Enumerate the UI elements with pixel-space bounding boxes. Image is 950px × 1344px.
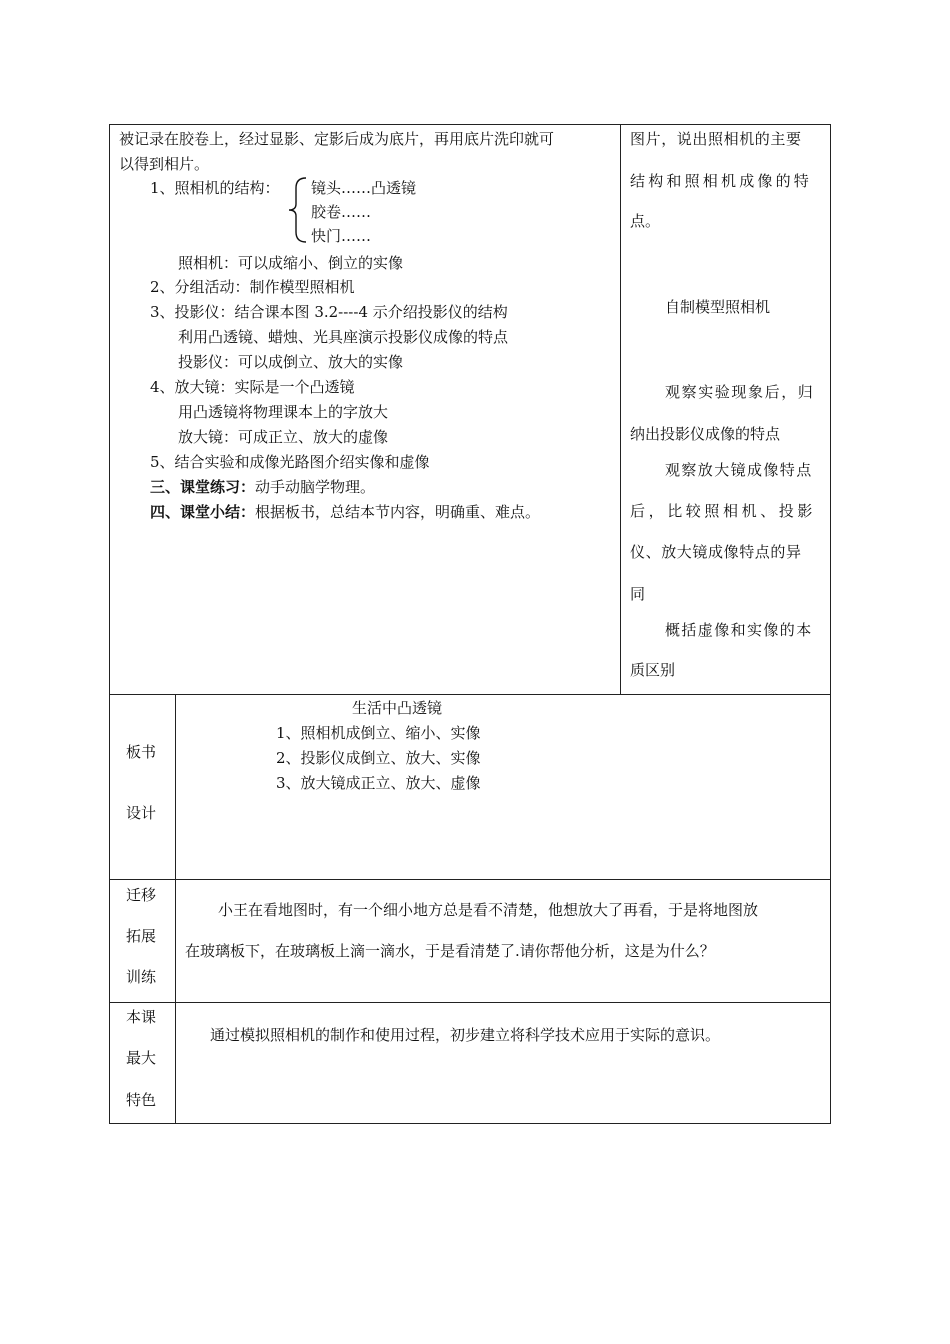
board-item-1: 1、照相机成倒立、缩小、实像: [276, 724, 481, 742]
item-4-sub-1: 用凸透镜将物理课本上的字放大: [178, 403, 389, 421]
feature-label-1: 本课: [126, 1008, 157, 1026]
transfer-line-1: 小王在看地图时，有一个细小地方总是看不清楚，他想放大了再看，于是将地图放: [218, 901, 759, 919]
camera-part-lens: 镜头……凸透镜: [311, 179, 417, 197]
summary-text: 根据板书，总结本节内容，明确重、难点。: [255, 503, 541, 521]
camera-part-film: 胶卷……: [311, 203, 372, 221]
item-3: 3、投影仪：结合课本图 3.2----4 示介绍投影仪的结构: [150, 303, 508, 321]
transfer-label-2: 拓展: [126, 927, 157, 945]
table-rule-1: [109, 694, 831, 695]
transfer-line-2: 在玻璃板下，在玻璃板上滴一滴水，于是看清楚了.请你帮他分析，这是为什么？: [185, 942, 715, 960]
top-column-divider: [620, 124, 621, 695]
brace-icon: [286, 176, 308, 244]
item-4-sub-2: 放大镜：可成正立、放大的虚像: [178, 428, 389, 446]
intro-line-2: 以得到相片。: [119, 155, 210, 173]
board-label-2: 设计: [126, 804, 157, 822]
item-4: 4、放大镜：实际是一个凸透镜: [150, 378, 355, 396]
table-border-right: [830, 124, 831, 1124]
table-rule-3: [109, 1002, 831, 1003]
transfer-label-3: 训练: [126, 968, 157, 986]
item-2: 2、分组活动：制作模型照相机: [150, 278, 355, 296]
feature-text: 通过模拟照相机的制作和使用过程，初步建立将科学技术应用于实际的意识。: [210, 1026, 721, 1044]
camera-part-shutter: 快门……: [311, 227, 372, 245]
right-line-10: 同: [630, 585, 646, 603]
table-border-bottom: [109, 1123, 831, 1124]
board-label-1: 板书: [126, 743, 157, 761]
item-3-sub-1: 利用凸透镜、蜡烛、光具座演示投影仪成像的特点: [178, 328, 509, 346]
practice-text: 动手动脑学物理。: [255, 478, 376, 496]
right-line-1: 图片，说出照相机的主要: [630, 130, 802, 148]
right-line-8: 后，比较照相机、投影: [630, 502, 817, 520]
label-column-divider: [175, 694, 176, 1124]
item-3-sub-2: 投影仪：可以成倒立、放大的实像: [178, 353, 404, 371]
camera-summary: 照相机：可以成缩小、倒立的实像: [178, 254, 404, 272]
summary-label: 四、课堂小结：: [150, 503, 256, 521]
right-line-7: 观察放大镜成像特点: [665, 461, 813, 479]
table-border-left: [109, 124, 110, 1124]
right-line-2: 结构和照相机成像的特: [630, 172, 813, 190]
right-line-12: 质区别: [630, 661, 676, 679]
board-item-2: 2、投影仪成倒立、放大、实像: [276, 749, 481, 767]
right-line-5: 观察实验现象后，归: [665, 383, 815, 401]
right-line-11: 概括虚像和实像的本: [665, 621, 813, 639]
feature-label-3: 特色: [126, 1091, 157, 1109]
practice-line: [150, 477, 375, 497]
board-title: 生活中凸透镜: [352, 699, 443, 717]
table-border-top: [109, 124, 831, 125]
camera-structure-label: 1、照相机的结构：: [150, 179, 280, 197]
feature-label-2: 最大: [126, 1049, 157, 1067]
right-line-6: 纳出投影仪成像的特点: [630, 425, 781, 443]
summary-line: [150, 502, 540, 522]
right-line-3: 点。: [630, 212, 661, 230]
right-line-4: 自制模型照相机: [665, 298, 771, 316]
right-line-9: 仪、放大镜成像特点的异: [630, 543, 802, 561]
item-5: 5、结合实验和成像光路图介绍实像和虚像: [150, 453, 430, 471]
board-item-3: 3、放大镜成正立、放大、虚像: [276, 774, 481, 792]
practice-label: 三、课堂练习：: [150, 478, 256, 496]
table-rule-2: [109, 879, 831, 880]
intro-line-1: 被记录在胶卷上，经过显影、定影后成为底片，再用底片洗印就可: [119, 130, 555, 148]
transfer-label-1: 迁移: [126, 886, 157, 904]
